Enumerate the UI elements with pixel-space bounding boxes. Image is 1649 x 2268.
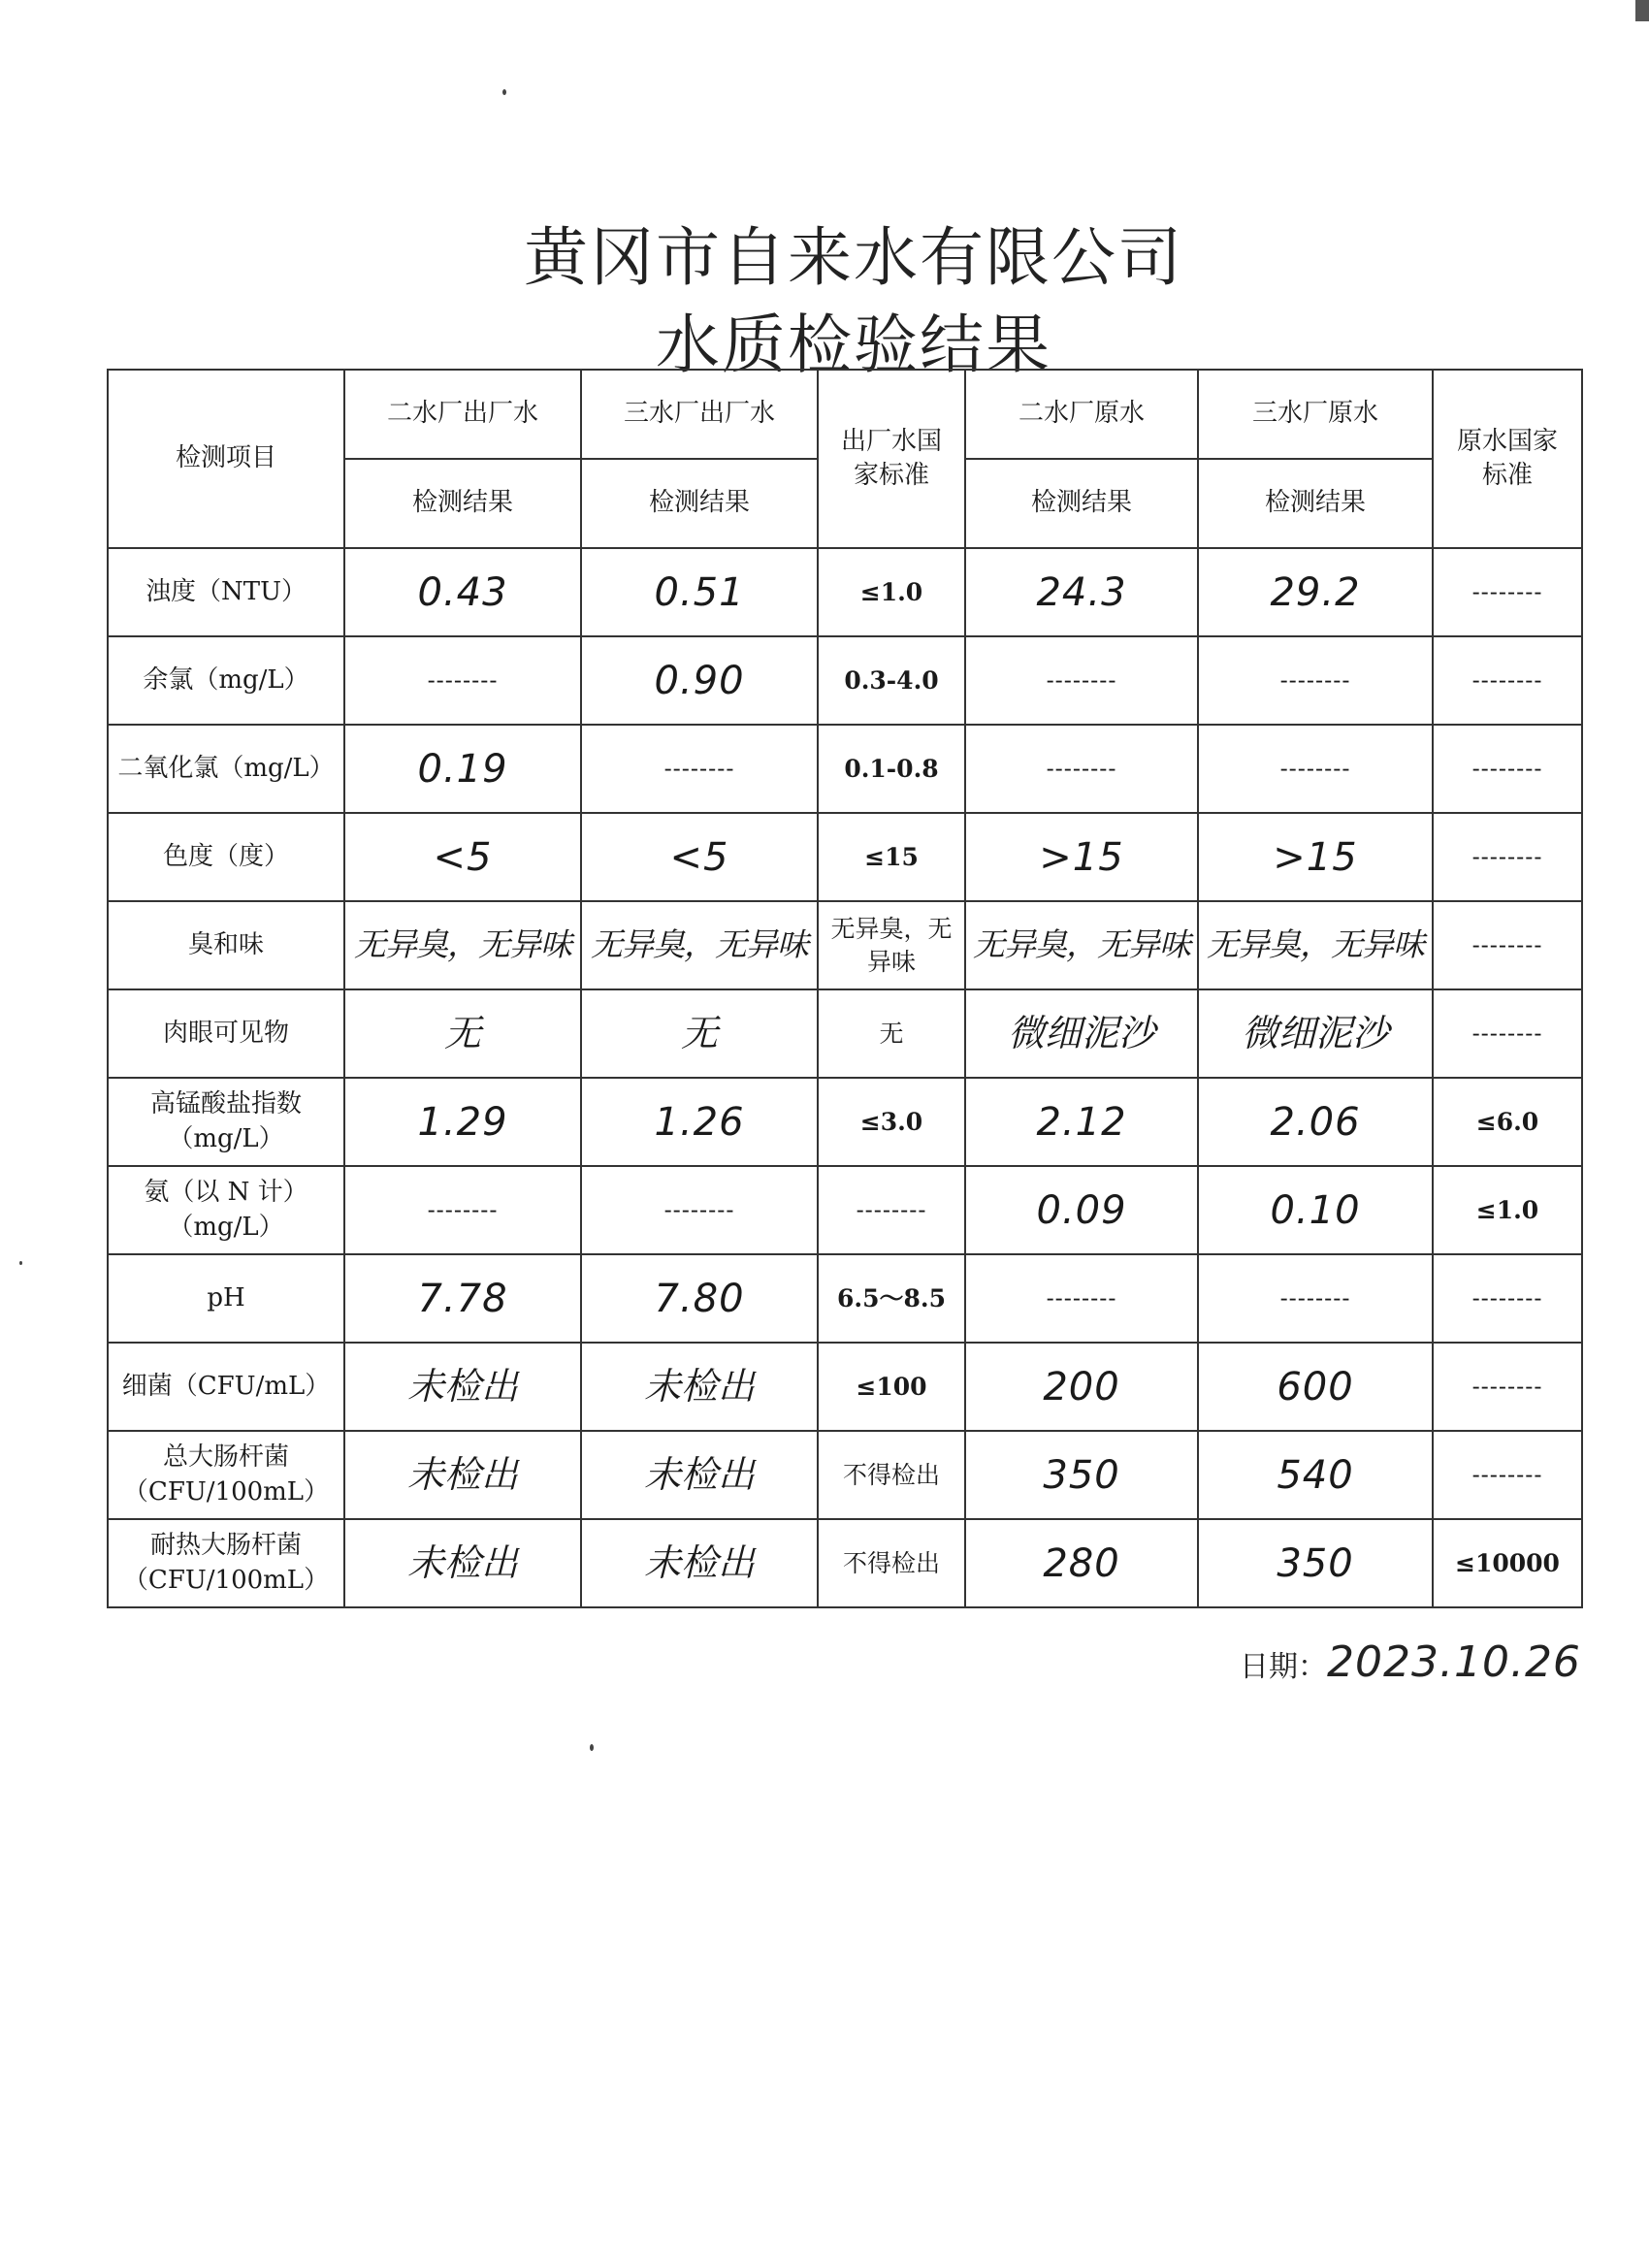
cell-p2r: -------- (965, 725, 1198, 813)
table-row (108, 548, 1582, 636)
cell-p3r: -------- (1198, 636, 1433, 725)
row-item-label: pH (108, 1254, 344, 1343)
table-row (108, 813, 1582, 901)
cell-p3o: <5 (581, 813, 818, 901)
cell-os: ≤15 (818, 813, 965, 901)
cell-p2r: 280 (965, 1519, 1198, 1607)
cell-p2o: 无 (344, 989, 581, 1078)
cell-p2o: 未检出 (344, 1343, 581, 1431)
cell-os: 无 (818, 989, 965, 1078)
cell-p2o: -------- (344, 1166, 581, 1254)
table-row (108, 1254, 1582, 1343)
cell-p3o: 0.51 (581, 548, 818, 636)
cell-p3r: -------- (1198, 1254, 1433, 1343)
cell-p3r: 350 (1198, 1519, 1433, 1607)
cell-p2r: 微细泥沙 (965, 989, 1198, 1078)
table-row (108, 1519, 1582, 1607)
cell-os: -------- (818, 1166, 965, 1254)
header-plant3-raw: 三水厂原水 (1198, 370, 1433, 459)
cell-os: 无异臭，无异味 (818, 901, 965, 989)
table-row (108, 1166, 1582, 1254)
cell-os: ≤3.0 (818, 1078, 965, 1166)
cell-p2o: 未检出 (344, 1431, 581, 1519)
cell-p3o: -------- (581, 725, 818, 813)
date-value: 2023.10.26 (1327, 1637, 1581, 1687)
cell-p2r: 2.12 (965, 1078, 1198, 1166)
table-row (108, 1343, 1582, 1431)
cell-rs: ≤6.0 (1433, 1078, 1582, 1166)
cell-p3o: 无 (581, 989, 818, 1078)
cell-p2r: 350 (965, 1431, 1198, 1519)
cell-rs: -------- (1433, 725, 1582, 813)
cell-rs: -------- (1433, 1343, 1582, 1431)
company-title: 黄冈市自来水有限公司 (524, 220, 1183, 295)
cell-os: 0.3-4.0 (818, 636, 965, 725)
row-item-label: 浊度（NTU） (108, 548, 344, 636)
cell-os: ≤1.0 (818, 548, 965, 636)
cell-p3r: 540 (1198, 1431, 1433, 1519)
row-item-label: 二氧化氯（mg/L） (108, 725, 344, 813)
row-item-label: 色度（度） (108, 813, 344, 901)
cell-rs: -------- (1433, 813, 1582, 901)
header-plant2-raw: 二水厂原水 (965, 370, 1198, 459)
scan-edge-mark (1635, 0, 1649, 21)
cell-p3r: 600 (1198, 1343, 1433, 1431)
cell-p3o: 无异臭，无异味 (581, 901, 818, 989)
cell-rs: -------- (1433, 901, 1582, 989)
header-result: 检测结果 (1198, 459, 1433, 548)
cell-rs: -------- (1433, 636, 1582, 725)
table-row (108, 1431, 1582, 1519)
cell-p3r: 无异臭，无异味 (1198, 901, 1433, 989)
cell-rs: ≤10000 (1433, 1519, 1582, 1607)
cell-p3o: -------- (581, 1166, 818, 1254)
cell-p2o: 0.43 (344, 548, 581, 636)
row-item-label: 耐热大肠杆菌（CFU/100mL） (108, 1519, 344, 1607)
header-result: 检测结果 (344, 459, 581, 548)
cell-p3r: -------- (1198, 725, 1433, 813)
date-label: 日期： (1240, 1650, 1327, 1684)
cell-rs: -------- (1433, 989, 1582, 1078)
cell-rs: -------- (1433, 1254, 1582, 1343)
cell-p3o: 未检出 (581, 1343, 818, 1431)
scan-speck (590, 1744, 594, 1751)
cell-os: ≤100 (818, 1343, 965, 1431)
cell-p3o: 0.90 (581, 636, 818, 725)
cell-p2r: 24.3 (965, 548, 1198, 636)
cell-os: 不得检出 (818, 1431, 965, 1519)
cell-p3r: 2.06 (1198, 1078, 1433, 1166)
header-result: 检测结果 (581, 459, 818, 548)
header-plant3-out: 三水厂出厂水 (581, 370, 818, 459)
header-out-std: 出厂水国家标准 (818, 370, 965, 548)
cell-p2o: 无异臭，无异味 (344, 901, 581, 989)
cell-p2r: 无异臭，无异味 (965, 901, 1198, 989)
report-title: 水质检验结果 (656, 308, 1051, 382)
cell-p2r: 0.09 (965, 1166, 1198, 1254)
scan-speck (19, 1261, 22, 1265)
cell-p3r: 29.2 (1198, 548, 1433, 636)
cell-p3o: 未检出 (581, 1519, 818, 1607)
row-item-label: 氨（以 N 计）（mg/L） (108, 1166, 344, 1254)
table-row (108, 901, 1582, 989)
row-item-label: 总大肠杆菌（CFU/100mL） (108, 1431, 344, 1519)
cell-rs: -------- (1433, 1431, 1582, 1519)
header-row (108, 370, 1582, 459)
cell-p3o: 未检出 (581, 1431, 818, 1519)
row-item-label: 高锰酸盐指数（mg/L） (108, 1078, 344, 1166)
cell-p2o: 0.19 (344, 725, 581, 813)
header-plant2-out: 二水厂出厂水 (344, 370, 581, 459)
cell-rs: -------- (1433, 548, 1582, 636)
cell-p3r: 0.10 (1198, 1166, 1433, 1254)
row-item-label: 臭和味 (108, 901, 344, 989)
cell-p2o: <5 (344, 813, 581, 901)
cell-p2o: 7.78 (344, 1254, 581, 1343)
header-raw-std: 原水国家标准 (1433, 370, 1582, 548)
cell-p2o: 未检出 (344, 1519, 581, 1607)
table-row (108, 989, 1582, 1078)
row-item-label: 细菌（CFU/mL） (108, 1343, 344, 1431)
table-row (108, 636, 1582, 725)
row-item-label: 肉眼可见物 (108, 989, 344, 1078)
scan-speck (502, 89, 506, 95)
cell-p2r: -------- (965, 1254, 1198, 1343)
cell-p3r: 微细泥沙 (1198, 989, 1433, 1078)
cell-os: 不得检出 (818, 1519, 965, 1607)
cell-p3o: 7.80 (581, 1254, 818, 1343)
cell-p2r: -------- (965, 636, 1198, 725)
table-row (108, 1078, 1582, 1166)
cell-p3r: >15 (1198, 813, 1433, 901)
cell-p2o: -------- (344, 636, 581, 725)
cell-rs: ≤1.0 (1433, 1166, 1582, 1254)
results-table (107, 369, 1583, 1608)
cell-p2r: 200 (965, 1343, 1198, 1431)
header-result: 检测结果 (965, 459, 1198, 548)
cell-os: 6.5～8.5 (818, 1254, 965, 1343)
table-row (108, 725, 1582, 813)
cell-p2o: 1.29 (344, 1078, 581, 1166)
row-item-label: 余氯（mg/L） (108, 636, 344, 725)
cell-p3o: 1.26 (581, 1078, 818, 1166)
cell-os: 0.1-0.8 (818, 725, 965, 813)
cell-p2r: >15 (965, 813, 1198, 901)
date-block (1240, 1637, 1581, 1687)
header-item: 检测项目 (108, 370, 344, 548)
